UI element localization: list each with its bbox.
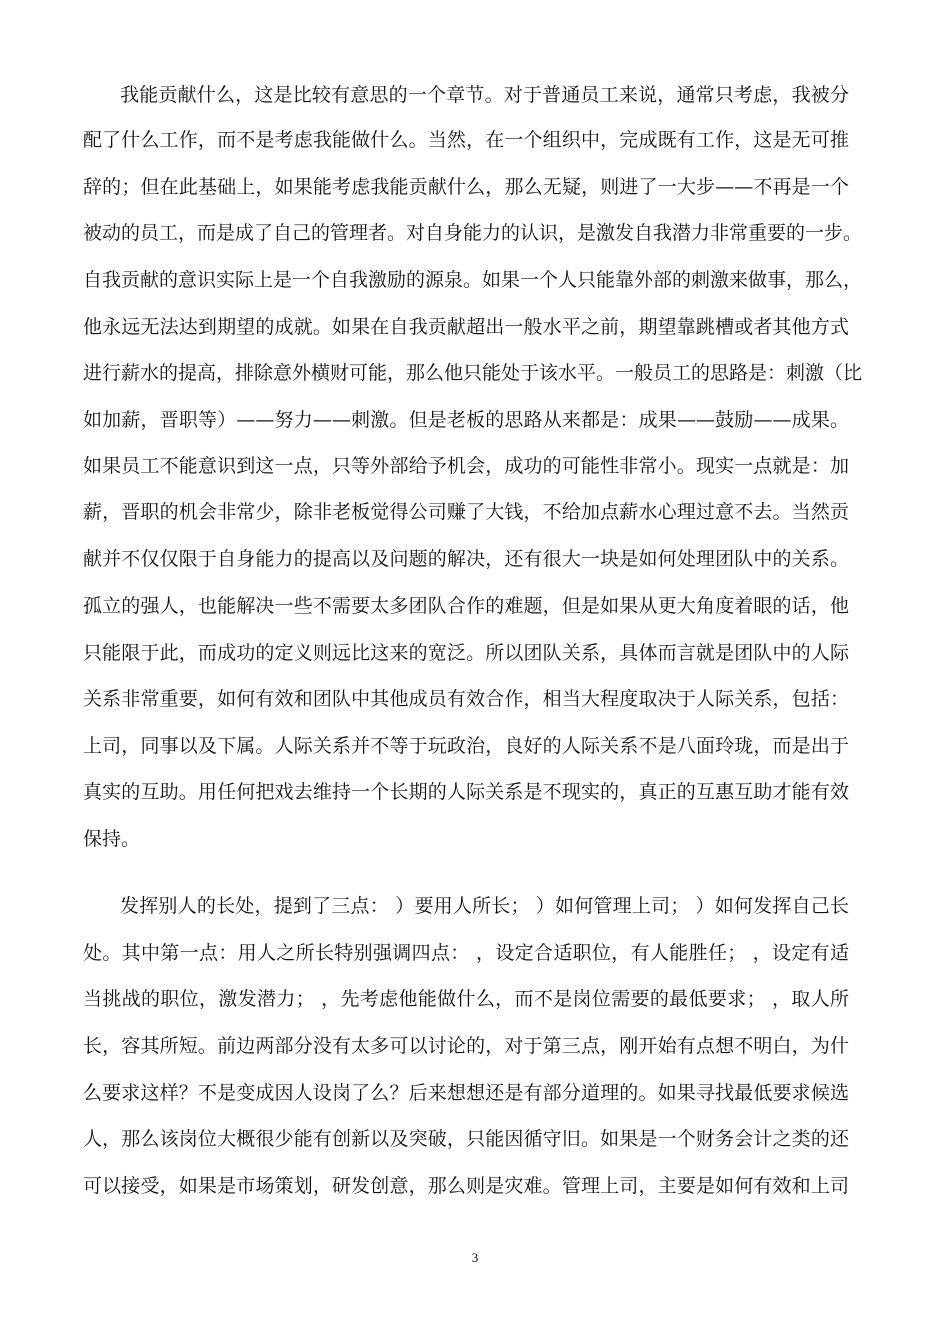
paragraph-2-line-2: 处。其中第一点：用人之所长特别强调四点： ，设定合适职位，有人能胜任； ，设定有适	[83, 942, 849, 964]
paragraph-1-line-15: 上司，同事以及下属。人际关系并不等于玩政治，良好的人际关系不是八面玲珑，而是出于	[83, 735, 849, 757]
paragraph-1-line-16: 真实的互助。用任何把戏去维持一个长期的人际关系是不现实的，真正的互惠互助才能有效	[83, 781, 849, 803]
paragraph-2-line-6: 人，那么该岗位大概很少能有创新以及突破，只能因循守旧。如果是一个财务会计之类的还	[83, 1128, 849, 1150]
paragraph-1-line-7: 进行薪水的提高，排除意外横财可能，那么他只能处于该水平。一般员工的思路是：刺激（比	[83, 362, 863, 384]
paragraph-1-line-10: 薪，晋职的机会非常少，除非老板觉得公司赚了大钱，不给加点薪水心理过意不去。当然贡	[83, 501, 849, 523]
paragraph-1-line-14: 关系非常重要，如何有效和团队中其他成员有效合作，相当大程度取决于人际关系，包括：	[83, 688, 849, 710]
paragraph-1-line-11: 献并不仅仅限于自身能力的提高以及问题的解决，还有很大一块是如何处理团队中的关系。	[83, 548, 849, 570]
page-number: 3	[471, 1250, 479, 1265]
paragraph-2-line-5: 么要求这样？不是变成因人设岗了么？后来想想还是有部分道理的。如果寻找最低要求候选	[83, 1082, 849, 1104]
paragraph-1-line-4: 被动的员工，而是成了自己的管理者。对自身能力的认识，是激发自我潜力非常重要的一步。	[83, 222, 863, 244]
paragraph-1-line-5: 自我贡献的意识实际上是一个自我激励的源泉。如果一个人只能靠外部的刺激来做事，那么，	[83, 269, 863, 291]
paragraph-1-line-12: 孤立的强人，也能解决一些不需要太多团队合作的难题，但是如果从更大角度着眼的话，他	[83, 595, 849, 617]
paragraph-1-line-1: 我能贡献什么，这是比较有意思的一个章节。对于普通员工来说，通常只考虑，我被分	[120, 84, 849, 106]
paragraph-2-line-3: 当挑战的职位，激发潜力； ，先考虑他能做什么，而不是岗位需要的最低要求； ，取人所	[83, 988, 849, 1010]
paragraph-1-line-8: 如加薪，晋职等）——努力——刺激。但是老板的思路从来都是：成果——鼓励——成果。	[83, 409, 849, 431]
paragraph-1-line-6: 他永远无法达到期望的成就。如果在自我贡献超出一般水平之前，期望靠跳槽或者其他方式	[83, 316, 849, 338]
paragraph-2-line-4: 长，容其所短。前边两部分没有太多可以讨论的，对于第三点，刚开始有点想不明白，为什	[83, 1035, 849, 1057]
paragraph-2-line-7: 可以接受，如果是市场策划，研发创意，那么则是灾难。管理上司，主要是如何有效和上司	[83, 1175, 849, 1197]
paragraph-1-line-9: 如果员工不能意识到这一点，只等外部给予机会，成功的可能性非常小。现实一点就是：加	[83, 455, 849, 477]
paragraph-1-line-2: 配了什么工作，而不是考虑我能做什么。当然，在一个组织中，完成既有工作，这是无可推	[83, 129, 849, 151]
paragraph-1-line-13: 只能限于此，而成功的定义则远比这来的宽泛。所以团队关系，具体而言就是团队中的人际	[83, 642, 849, 664]
paragraph-1-line-3: 辞的；但在此基础上，如果能考虑我能贡献什么，那么无疑，则进了一大步——不再是一个	[83, 176, 849, 198]
paragraph-2-line-1: 发挥别人的长处，提到了三点： ）要用人所长； ）如何管理上司； ）如何发挥自己长	[120, 895, 849, 917]
paragraph-1-line-17: 保持。	[83, 828, 141, 850]
